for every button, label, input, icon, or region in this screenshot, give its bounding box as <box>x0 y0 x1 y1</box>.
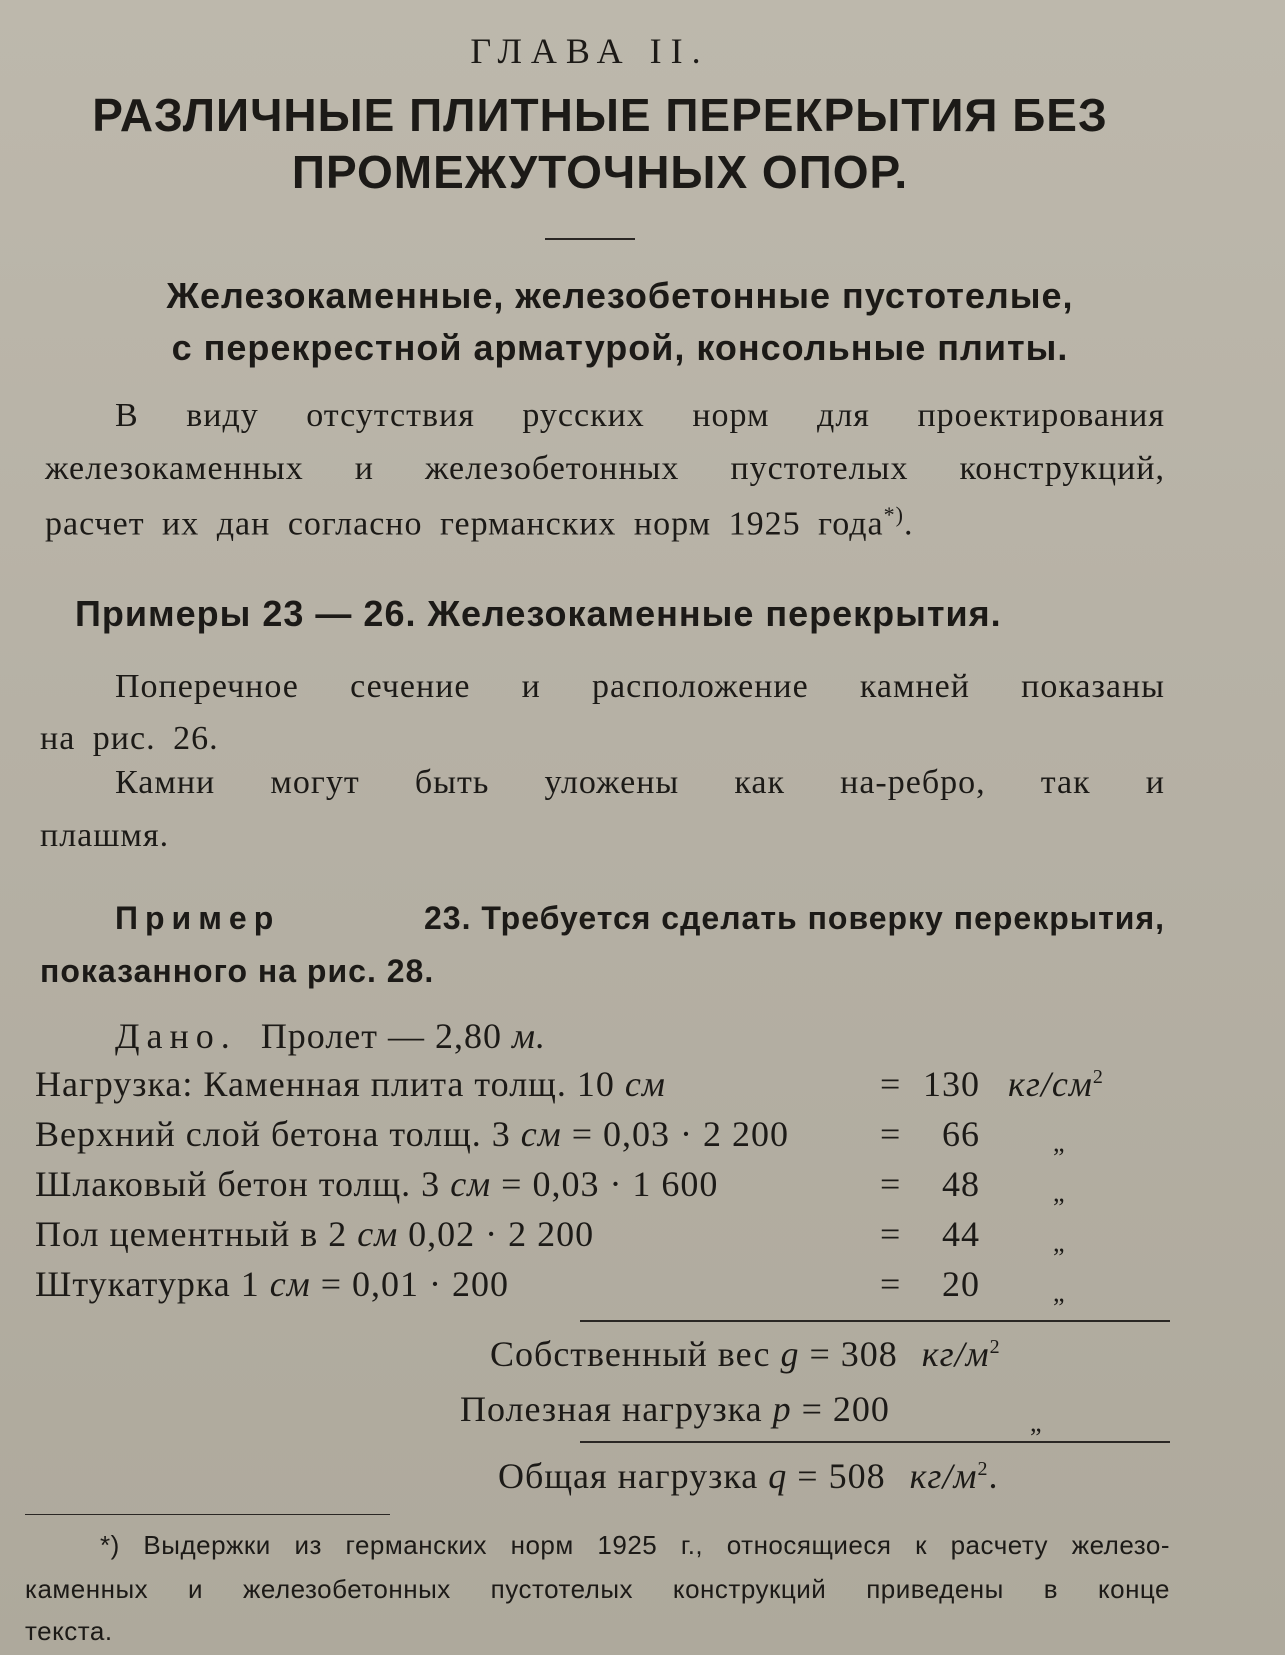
own-weight-label: Собственный вес <box>490 1334 771 1374</box>
example-23-line-1 <box>115 900 1165 937</box>
own-weight-line <box>490 1333 1001 1375</box>
useful-load-value: = 200 <box>801 1389 890 1429</box>
load-row-2-text <box>35 1163 718 1205</box>
chapter-title-line-1: РАЗЛИЧНЫЕ ПЛИТНЫЕ ПЕРЕКРЫТИЯ БЕЗ <box>92 89 1108 141</box>
load-row-3-eq: = <box>880 1214 902 1254</box>
load-row-2-value: 48 <box>942 1164 980 1204</box>
chapter-title-line-2: ПРОМЕЖУТОЧНЫХ ОПОР. <box>291 146 909 198</box>
load-header-eq: = <box>880 1064 902 1104</box>
load-row-3-ditto: „ <box>1053 1228 1065 1257</box>
sum-rule-1 <box>580 1320 1170 1322</box>
load-header-value-unit: кг/см <box>1008 1064 1093 1104</box>
useful-load-symbol: p <box>772 1389 792 1429</box>
load-row-4-label: Штукатурка 1 <box>35 1264 260 1304</box>
load-row-2-formula: = 0,03 · 1 600 <box>501 1164 719 1204</box>
example-23-line-2: показанного на рис. 28. <box>40 953 435 989</box>
load-header-unit-right <box>1008 1063 1104 1105</box>
load-row-1-formula: = 0,03 · 2 200 <box>571 1114 790 1154</box>
intro-line-3-end: . <box>903 505 914 543</box>
load-row-3-formula: 0,02 · 2 200 <box>408 1214 595 1254</box>
load-row-1-text <box>35 1113 789 1155</box>
stones-line-1: Камни могут быть уложены как на-ребро, так и <box>115 764 1165 801</box>
cross-section-line-1: Поперечное сечение и расположение камней показаны <box>115 668 1165 705</box>
total-load-sup: 2 <box>977 1458 989 1480</box>
total-load-line <box>498 1455 998 1497</box>
chapter-number: ГЛАВА II. <box>470 31 710 71</box>
useful-load-ditto: „ <box>1030 1408 1042 1437</box>
footnote-line-1: *) Выдержки из германских норм 1925 г., относящиеся к расчету железо- <box>100 1530 1170 1560</box>
given-line <box>115 1015 546 1057</box>
load-row-4-unit: см <box>269 1264 311 1304</box>
load-row-3-value: 44 <box>942 1214 980 1254</box>
load-header-unit: см <box>624 1064 666 1104</box>
intro-line-3-text: расчет их дан согласно германских норм 1925 года <box>45 505 884 543</box>
intro-line-3 <box>45 502 913 543</box>
load-row-4-text <box>35 1263 509 1305</box>
example-23-label: Пример <box>115 900 281 936</box>
own-weight-value: = 308 <box>809 1334 898 1374</box>
load-header-value: 130 <box>923 1064 980 1104</box>
given-unit: м. <box>512 1016 546 1056</box>
load-row-2-ditto: „ <box>1053 1178 1065 1207</box>
useful-load-label: Полезная нагрузка <box>460 1389 763 1429</box>
footnote-line-3: текста. <box>25 1616 113 1646</box>
load-row-1-eq: = <box>880 1114 902 1154</box>
load-row-3-label: Пол цементный в 2 <box>35 1214 348 1254</box>
own-weight-sup: 2 <box>989 1336 1001 1358</box>
load-header-sup: 2 <box>1092 1066 1104 1088</box>
total-load-value: = 508 <box>797 1456 886 1496</box>
examples-heading: Примеры 23 — 26. Железокаменные перекрытия. <box>75 593 1002 634</box>
total-load-symbol: q <box>768 1456 788 1496</box>
load-row-3-unit: см <box>357 1214 399 1254</box>
title-divider <box>545 238 635 240</box>
load-row-2-label: Шлаковый бетон толщ. 3 <box>35 1164 441 1204</box>
section-heading-line-1: Железокаменные, железобетонные пустотелые, <box>166 275 1074 316</box>
total-load-end: . <box>988 1456 999 1496</box>
intro-line-1: В виду отсутствия русских норм для проектирования <box>115 397 1165 434</box>
stones-line-2: плашмя. <box>40 817 170 854</box>
given-span: Пролет — 2,80 <box>260 1016 503 1056</box>
sum-rule-2 <box>580 1441 1170 1443</box>
cross-section-line-2: на рис. 26. <box>40 720 219 757</box>
load-row-3-text <box>35 1213 594 1255</box>
load-header-text <box>35 1063 666 1105</box>
given-label: Дано. <box>115 1016 237 1056</box>
footnote-line-2: каменных и железобетонных пустотелых конструкций приведены в конце <box>25 1574 1170 1604</box>
total-load-unit: кг/м <box>909 1456 978 1496</box>
load-row-4-formula: = 0,01 · 200 <box>320 1264 509 1304</box>
section-heading-line-2: с перекрестной арматурой, консольные плиты. <box>171 327 1069 368</box>
example-23-task: 23. Требуется сделать поверку перекрытия, <box>423 900 1165 936</box>
load-row-2-unit: см <box>450 1164 492 1204</box>
load-row-2-eq: = <box>880 1164 902 1204</box>
footnote-rule <box>25 1514 390 1515</box>
intro-line-2: железокаменных и железобетонных пустотелых конструкций, <box>45 450 1165 487</box>
load-row-1-unit: см <box>520 1114 562 1154</box>
footnote-reference: *) <box>883 502 904 527</box>
own-weight-symbol: g <box>780 1334 800 1374</box>
load-row-1-label: Верхний слой бетона толщ. 3 <box>35 1114 511 1154</box>
load-row-1-value: 66 <box>942 1114 980 1154</box>
own-weight-unit: кг/м <box>921 1334 990 1374</box>
load-row-4-eq: = <box>880 1264 902 1304</box>
load-row-4-ditto: „ <box>1053 1278 1065 1307</box>
load-header-label: Нагрузка: Каменная плита толщ. 10 <box>35 1064 615 1104</box>
useful-load-line <box>460 1388 890 1430</box>
load-row-4-value: 20 <box>942 1264 980 1304</box>
load-row-1-ditto: „ <box>1053 1128 1065 1157</box>
total-load-label: Общая нагрузка <box>498 1456 759 1496</box>
